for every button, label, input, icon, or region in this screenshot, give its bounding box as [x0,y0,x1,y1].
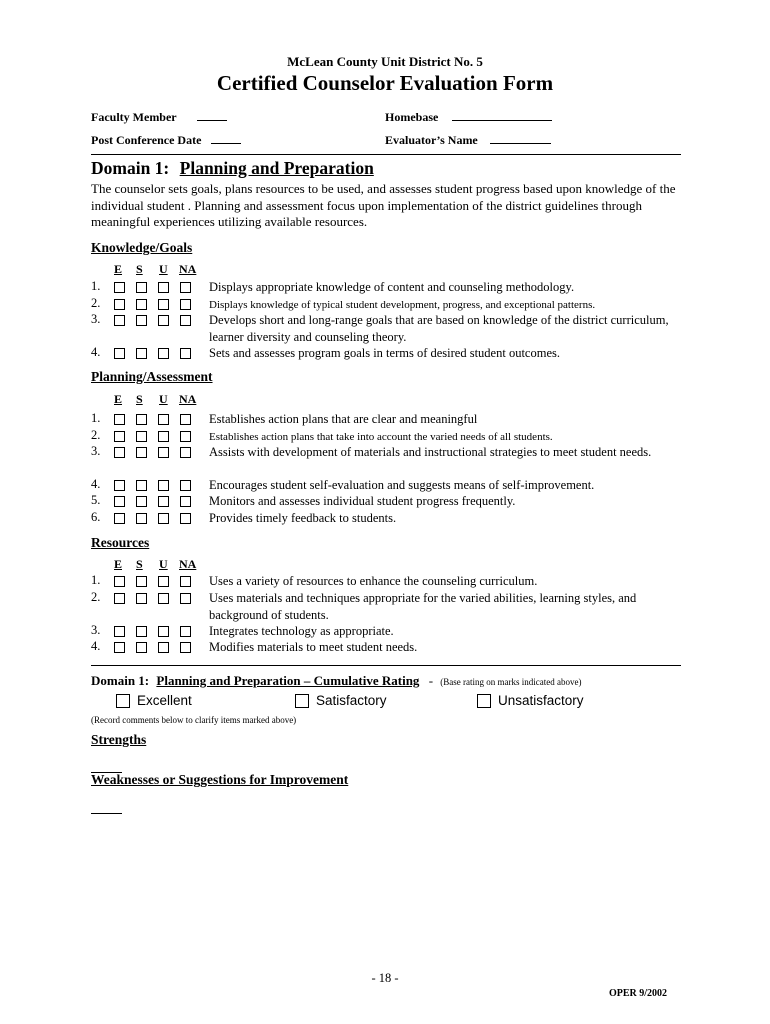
item-number: 1. [91,279,101,293]
faculty-member-label: Faculty Member [91,110,177,124]
district-name: McLean County Unit District No. 5 [287,54,483,69]
evaluators-name-line[interactable] [490,133,551,144]
rating-column-header: S [136,262,143,276]
rating-checkbox[interactable] [158,576,169,587]
criterion-text: Encourages student self-evaluation and suggests means of self-improvement. [209,478,595,492]
rating-checkbox[interactable] [114,576,125,587]
rating-checkbox[interactable] [114,348,125,359]
rating-checkbox[interactable] [158,414,169,425]
rating-checkbox[interactable] [158,642,169,653]
criterion-text: Displays knowledge of typical student development, progress, and exceptional patterns. [209,299,596,311]
homebase-line[interactable] [452,110,552,121]
rating-column-header: NA [179,557,197,571]
cumulative-note: (Base rating on marks indicated above) [440,677,582,687]
item-number: 4. [91,345,101,359]
rating-checkbox[interactable] [180,480,191,491]
rating-column-header: NA [179,262,197,276]
criterion-text: Sets and assesses program goals in terms of desired student outcomes. [209,346,560,360]
strengths-heading: Strengths [91,732,147,747]
page-number: - 18 - [371,971,399,985]
evaluators-name-field [385,133,551,148]
criterion-text: Uses a variety of resources to enhance the counseling curriculum. [209,574,538,588]
rating-checkbox[interactable] [180,414,191,425]
rating-checkbox[interactable] [180,447,191,458]
domain-description: The counselor sets goals, plans resources to be used, and assesses student progress based upon knowledge of the individual student . Planning and assessment focus upon implementation of the district guidelines through meaningful experiences utilizing available resources. [91,181,676,229]
criterion-text: Assists with development of materials and instructional strategies to meet student needs. [209,445,652,459]
rating-column-header: S [136,557,143,571]
rating-column-header: U [159,557,168,571]
item-number: 2. [91,296,101,310]
rating-checkbox[interactable] [180,593,191,604]
criterion-text: Develops short and long-range goals that are based on knowledge of the district curriculum, learner diversity and counseling theory. [209,313,669,344]
rating-checkbox[interactable] [180,282,191,293]
weaknesses-comment-line[interactable] [91,801,122,819]
criterion-text: Modifies materials to meet student needs. [209,640,418,654]
item-number: 3. [91,623,101,637]
post-conference-date-line[interactable] [211,133,241,144]
criterion-text: Displays appropriate knowledge of content and counseling methodology. [209,280,575,294]
faculty-member-field [91,110,227,125]
rating-checkbox[interactable] [136,299,147,310]
rating-checkbox[interactable] [158,282,169,293]
rating-column-header: U [159,262,168,276]
evaluators-name-label: Evaluator’s Name [385,133,478,147]
rating-column-header: E [114,392,123,406]
excellent-label: Excellent [137,693,192,708]
rating-checkbox[interactable] [114,480,125,491]
satisfactory-label: Satisfactory [316,693,387,708]
header-divider [91,154,681,155]
rating-column-header: U [159,392,168,406]
rating-checkbox[interactable] [158,480,169,491]
rating-column-header: S [136,392,143,406]
rating-checkbox[interactable] [158,626,169,637]
rating-checkbox[interactable] [158,496,169,507]
item-number: 5. [91,493,101,507]
rating-checkbox[interactable] [136,480,147,491]
faculty-member-line[interactable] [197,110,227,121]
cumulative-dash: - [428,673,434,688]
cumulative-title: Planning and Preparation – Cumulative Rating [156,673,420,688]
rating-checkbox[interactable] [114,447,125,458]
rating-checkbox[interactable] [114,513,125,524]
rating-checkbox[interactable] [136,642,147,653]
excellent-checkbox[interactable] [116,694,130,708]
homebase-field [385,110,552,125]
item-number: 4. [91,477,101,491]
section-heading: Resources [91,535,150,550]
criterion-text: Establishes action plans that are clear and meaningful [209,412,478,426]
rating-checkbox[interactable] [136,576,147,587]
cumulative-divider [91,665,681,666]
rating-checkbox[interactable] [114,282,125,293]
rating-checkbox[interactable] [114,431,125,442]
rating-checkbox[interactable] [136,447,147,458]
domain-name: Planning and Preparation [179,158,374,178]
rating-checkbox[interactable] [180,626,191,637]
rating-checkbox[interactable] [136,513,147,524]
rating-column-header: NA [179,392,197,406]
rating-checkbox[interactable] [114,299,125,310]
rating-checkbox[interactable] [158,299,169,310]
domain-prefix: Domain 1: [91,158,170,178]
rating-checkbox[interactable] [136,348,147,359]
item-number: 1. [91,411,101,425]
post-conference-date-label: Post Conference Date [91,133,202,147]
item-number: 2. [91,428,101,442]
weaknesses-heading: Weaknesses or Suggestions for Improvement [91,772,349,787]
rating-checkbox[interactable] [136,431,147,442]
cumulative-rating-heading [91,673,581,689]
section-heading: Knowledge/Goals [91,240,193,255]
rating-checkbox[interactable] [180,315,191,326]
criterion-text: Integrates technology as appropriate. [209,624,394,638]
unsatisfactory-checkbox[interactable] [477,694,491,708]
rating-checkbox[interactable] [114,496,125,507]
rating-checkbox[interactable] [136,593,147,604]
item-number: 6. [91,510,101,524]
unsatisfactory-label: Unsatisfactory [498,693,584,708]
criterion-text: Monitors and assesses individual student progress frequently. [209,494,516,508]
rating-checkbox[interactable] [158,348,169,359]
rating-checkbox[interactable] [158,513,169,524]
form-code: OPER 9/2002 [609,988,668,999]
item-number: 1. [91,573,101,587]
rating-checkbox[interactable] [136,496,147,507]
rating-checkbox[interactable] [180,576,191,587]
item-number: 4. [91,639,101,653]
rating-checkbox[interactable] [114,414,125,425]
domain-heading [91,158,374,179]
form-title: Certified Counselor Evaluation Form [216,71,554,95]
rating-column-header: E [114,557,123,571]
rating-column-header: E [114,262,123,276]
rating-checkbox[interactable] [136,282,147,293]
rating-checkbox[interactable] [114,315,125,326]
rating-checkbox[interactable] [180,513,191,524]
criterion-text: Establishes action plans that take into account the varied needs of all students. [209,431,553,443]
rating-checkbox[interactable] [136,315,147,326]
rating-checkbox[interactable] [180,348,191,359]
homebase-label: Homebase [385,110,439,124]
rating-checkbox[interactable] [158,315,169,326]
rating-checkbox[interactable] [180,299,191,310]
rating-checkbox[interactable] [114,593,125,604]
rating-checkbox[interactable] [158,593,169,604]
criterion-text: Provides timely feedback to students. [209,511,397,525]
record-comments-note: (Record comments below to clarify items marked above) [91,715,297,725]
rating-checkbox[interactable] [114,626,125,637]
rating-checkbox[interactable] [180,496,191,507]
post-conference-date-field [91,133,241,148]
criterion-text: Uses materials and techniques appropriate for the varied abilities, learning styles, and background of students. [209,591,637,622]
rating-checkbox[interactable] [158,431,169,442]
rating-checkbox[interactable] [114,642,125,653]
rating-checkbox[interactable] [136,414,147,425]
section-heading: Planning/Assessment [91,369,213,384]
rating-checkbox[interactable] [180,642,191,653]
item-number: 3. [91,312,101,326]
satisfactory-checkbox[interactable] [295,694,309,708]
item-number: 3. [91,444,101,458]
item-number: 2. [91,590,101,604]
rating-checkbox[interactable] [180,431,191,442]
cumulative-prefix: Domain 1: [91,673,150,688]
rating-checkbox[interactable] [136,626,147,637]
rating-checkbox[interactable] [158,447,169,458]
